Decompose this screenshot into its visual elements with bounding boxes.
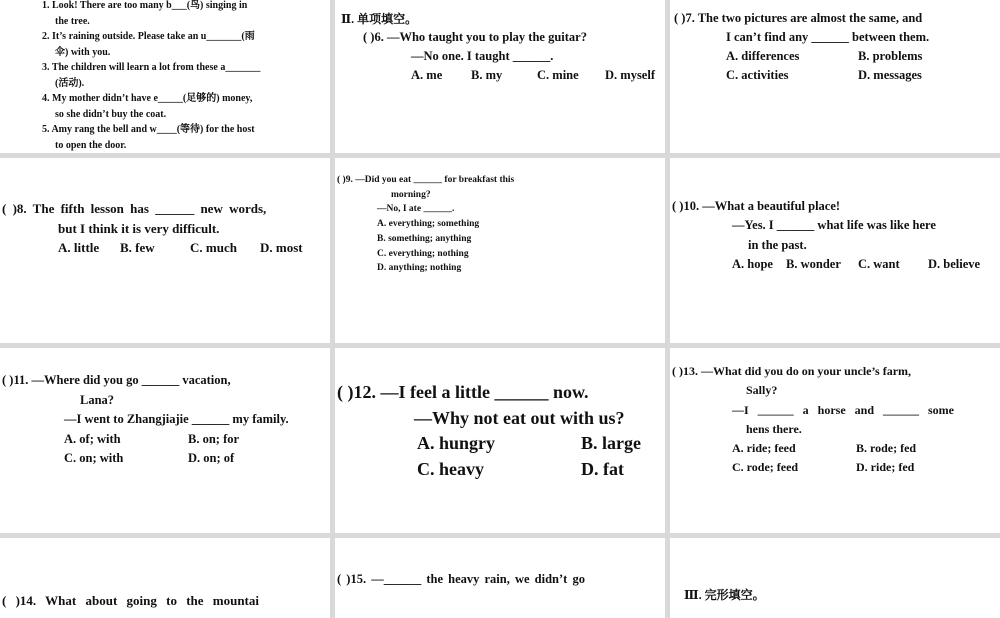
q11-option-b: B. on; for: [188, 431, 240, 446]
q12-option-c: C. heavy: [417, 458, 484, 479]
fill-item-2-line1: 2. It’s raining outside. Please take an u_______(雨: [42, 31, 255, 42]
q7-option-b: B. problems: [858, 49, 923, 63]
q13-stem-line2: Sally?: [746, 383, 778, 398]
q12-stem-line2: —Why not eat out with us?: [414, 407, 625, 428]
q8-option-d: D. most: [260, 240, 303, 255]
q10-stem-line3: in the past.: [748, 237, 807, 252]
question-12-panel: [335, 348, 665, 533]
q12-stem-line1: ( )12. —I feel a little ______ now.: [337, 382, 589, 402]
question-6-panel: [335, 0, 665, 153]
q8-option-b: B. few: [120, 240, 155, 255]
q13-stem-line1: ( )13. —What did you do on your uncle’s farm,: [672, 364, 912, 378]
q6-option-b: B. my: [471, 68, 503, 82]
q11-option-c: C. on; with: [64, 451, 124, 465]
q8-stem-line1-text: ( )8. The fifth lesson has ______ new words,: [2, 201, 267, 216]
q8-option-c: C. much: [190, 240, 237, 255]
q10-option-d: D. believe: [928, 256, 981, 271]
q11-option-a: A. of; with: [64, 431, 121, 446]
q13-option-b: B. rode; fed: [856, 441, 917, 456]
q10-option-a: A. hope: [732, 256, 773, 271]
q6-option-a: A. me: [411, 68, 443, 82]
q9-option-d: D. anything; nothing: [377, 263, 462, 274]
fill-item-5: [42, 122, 330, 153]
question-8-panel: [0, 158, 330, 343]
section-2-title: Ⅱ. 单项填空。: [341, 12, 418, 26]
question-9-panel: [335, 158, 665, 343]
q11-stem-line1: ( )11. —Where did you go ______ vacation,: [2, 373, 231, 387]
q13-stem-line3: —I ______ a horse and ______ some: [732, 402, 955, 417]
q10-option-b: B. wonder: [786, 256, 841, 271]
q6-stem-line1: ( )6. —Who taught you to play the guitar?: [363, 30, 587, 44]
q10-option-c: C. want: [858, 256, 900, 271]
fill-item-3-line2: (活动).: [55, 77, 85, 89]
fill-item-5-line1: 5. Amy rang the bell and w____(等待) for the host: [42, 124, 255, 135]
fill-item-2: [42, 29, 330, 60]
question-14-panel: [0, 538, 330, 618]
q9-stem-line2: morning?: [391, 189, 431, 200]
fill-item-1: [42, 0, 330, 29]
q13-stem-line4: hens there.: [746, 421, 802, 436]
q8-stem-line1: [2, 199, 326, 219]
fill-item-4: [42, 91, 330, 122]
q9-stem-line1: ( )9. —Did you eat ______ for breakfast this: [337, 175, 515, 185]
q9-option-c: C. everything; nothing: [377, 248, 469, 259]
section-3-panel: [670, 538, 1000, 618]
q13-option-a: A. ride; feed: [732, 441, 796, 456]
q15-stem-line1: ( )15. —______ the heavy rain, we didn’t go: [337, 572, 585, 586]
q11-stem-line3: —I went to Zhangjiajie ______ my family.: [64, 412, 289, 426]
fill-item-4-line1: 4. My mother didn’t have e_____(足够的) money,: [42, 93, 253, 104]
question-7-panel: [670, 0, 1000, 153]
q9-option-b: B. something; anything: [377, 233, 472, 244]
fill-item-5-line2: to open the door.: [55, 139, 127, 151]
fill-item-3-line1: 3. The children will learn a lot from these a_______: [42, 62, 261, 73]
fill-item-1-line1: 1. Look! There are too many b___(鸟) singing in: [42, 0, 248, 11]
q13-option-d: D. ride; fed: [856, 460, 915, 475]
q6-option-d: D. myself: [605, 68, 655, 82]
q9-stem-line3: —No, I ate ______.: [377, 204, 455, 215]
question-10-panel: [670, 158, 1000, 343]
q7-option-a: A. differences: [726, 49, 800, 63]
section-3-title: Ⅲ. 完形填空。: [684, 588, 765, 602]
question-15-panel: [335, 538, 665, 618]
q7-stem-line2: I can’t find any ______ between them.: [726, 30, 930, 44]
q13-option-c: C. rode; feed: [732, 460, 799, 475]
q8-stem-line2: but I think it is very difficult.: [58, 220, 220, 236]
fill-in-panel: [0, 0, 330, 153]
q6-stem-line2: —No one. I taught ______.: [411, 49, 554, 63]
q12-option-b: B. large: [581, 433, 641, 453]
q12-option-d: D. fat: [581, 458, 624, 479]
q12-option-a: A. hungry: [417, 433, 496, 453]
q7-option-c: C. activities: [726, 68, 789, 82]
q10-stem-line1: ( )10. —What a beautiful place!: [672, 199, 841, 213]
q6-option-c: C. mine: [537, 68, 579, 82]
q11-option-d: D. on; of: [188, 451, 235, 465]
fill-item-3: [42, 60, 330, 91]
fill-item-1-line2: the tree.: [55, 15, 90, 27]
q7-option-d: D. messages: [858, 68, 922, 82]
q8-option-a: A. little: [58, 240, 100, 255]
q11-stem-line2: Lana?: [80, 392, 115, 407]
q7-stem-line1: ( )7. The two pictures are almost the same, and: [674, 11, 923, 25]
question-11-panel: [0, 348, 330, 533]
q14-stem-line1: ( )14. What about going to the mountai: [2, 593, 260, 608]
q9-option-a: A. everything; something: [377, 219, 480, 230]
fill-item-2-line2: 伞) with you.: [55, 46, 111, 58]
q10-stem-line2: —Yes. I ______ what life was like here: [732, 218, 936, 233]
fill-item-4-line2: so she didn’t buy the coat.: [55, 108, 167, 120]
question-13-panel: [670, 348, 1000, 533]
